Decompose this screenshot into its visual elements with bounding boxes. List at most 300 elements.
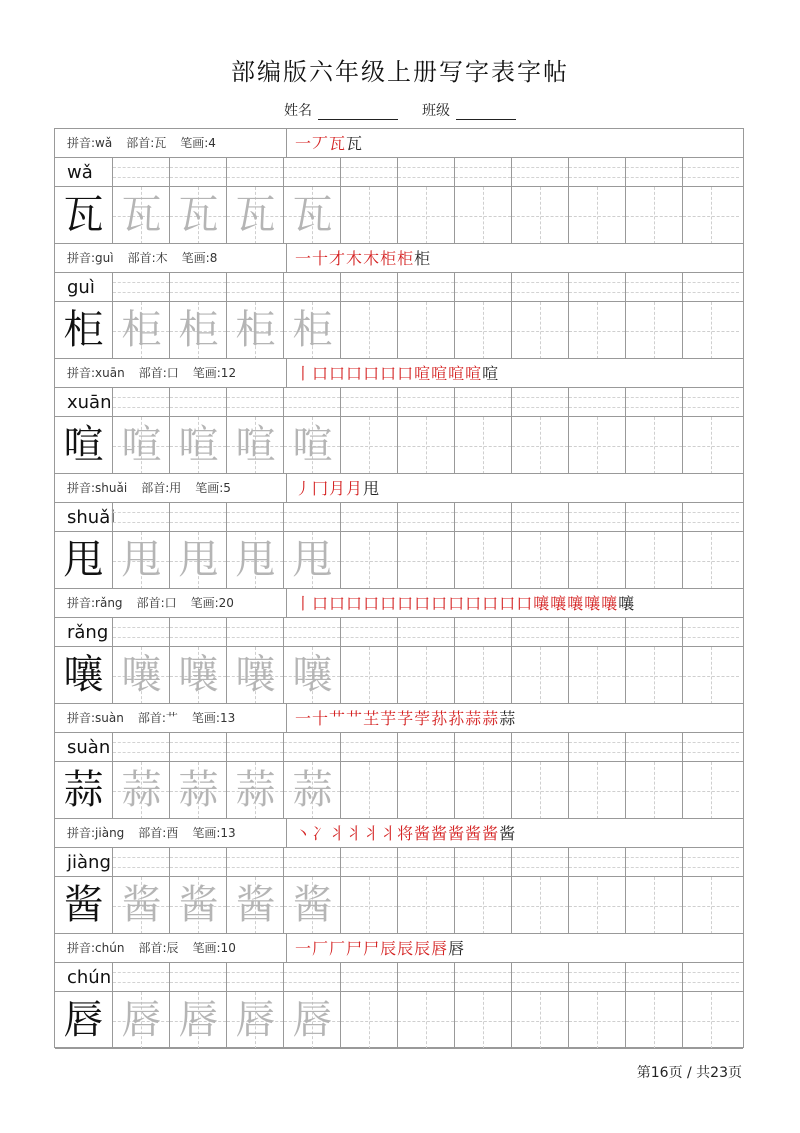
guide-line [683, 972, 739, 973]
character-row [55, 532, 743, 589]
pinyin-cell[interactable] [283, 158, 340, 186]
pinyin-cell[interactable] [397, 273, 454, 301]
writing-cell[interactable] [454, 647, 511, 704]
guide-line [455, 397, 511, 398]
pinyin-cell[interactable] [283, 963, 340, 991]
guide-line [569, 857, 625, 858]
stroke-step: 嚷 [601, 594, 619, 613]
guide-line [227, 637, 283, 638]
guide-line [398, 752, 454, 753]
writing-cell[interactable] [682, 992, 739, 1049]
writing-cell[interactable] [568, 187, 625, 244]
model-character: 甩 [63, 537, 104, 583]
stroke-step: 丬 [329, 824, 347, 843]
writing-cell[interactable] [112, 187, 169, 244]
guide-line [569, 791, 625, 792]
writing-cell[interactable] [283, 992, 340, 1049]
guide-line [683, 522, 739, 523]
guide-line [455, 167, 511, 168]
guide-line [455, 906, 511, 907]
guide-line [398, 407, 454, 408]
pinyin-cell[interactable] [511, 388, 568, 416]
char-info [55, 819, 287, 847]
guide-line [683, 407, 739, 408]
guide-line [512, 216, 568, 217]
char-info [55, 474, 287, 502]
pinyin-cell[interactable] [397, 848, 454, 876]
writing-cell[interactable] [169, 417, 226, 474]
pinyin-cell[interactable] [283, 388, 340, 416]
pinyin-cell[interactable] [169, 618, 226, 646]
guide-line [569, 676, 625, 677]
guide-line [227, 867, 283, 868]
pinyin-cell[interactable] [112, 848, 169, 876]
writing-cell[interactable] [682, 532, 739, 589]
guide-line [170, 397, 226, 398]
writing-cell[interactable] [112, 992, 169, 1049]
guide-line [683, 867, 739, 868]
writing-cell[interactable] [625, 762, 682, 819]
writing-cell[interactable] [340, 992, 397, 1049]
writing-cell[interactable] [454, 532, 511, 589]
writing-cell[interactable] [511, 302, 568, 359]
pinyin-cell[interactable] [340, 388, 397, 416]
pinyin-cell[interactable] [169, 963, 226, 991]
writing-cell[interactable] [625, 532, 682, 589]
guide-line [455, 292, 511, 293]
guide-line [398, 867, 454, 868]
pinyin-cell[interactable] [397, 963, 454, 991]
guide-line [398, 1021, 454, 1022]
pinyin-cell[interactable] [568, 618, 625, 646]
pinyin-cell[interactable] [511, 158, 568, 186]
guide-line [569, 446, 625, 447]
guide-line [227, 177, 283, 178]
pinyin-cell[interactable] [511, 618, 568, 646]
writing-cell[interactable] [283, 532, 340, 589]
stroke-step: 口 [363, 594, 381, 613]
guide-line [626, 972, 682, 973]
guide-line [455, 1021, 511, 1022]
writing-cell[interactable] [682, 302, 739, 359]
pinyin-cell[interactable] [682, 733, 739, 761]
writing-cell[interactable] [397, 877, 454, 934]
trace-character: 甩 [178, 537, 219, 583]
writing-cell[interactable] [169, 647, 226, 704]
pinyin-cell[interactable] [340, 158, 397, 186]
pinyin-label: suàn [67, 737, 111, 758]
stroke-order-sequence [295, 362, 499, 386]
guide-line [113, 397, 169, 398]
guide-line [113, 857, 169, 858]
writing-cell[interactable] [340, 302, 397, 359]
pinyin-cell[interactable] [226, 618, 283, 646]
guide-line [341, 791, 397, 792]
pinyin-cell[interactable] [397, 618, 454, 646]
pinyin-cell[interactable] [511, 848, 568, 876]
writing-cell[interactable] [682, 187, 739, 244]
guide-line [455, 982, 511, 983]
guide-line [113, 742, 169, 743]
pinyin-cell[interactable] [511, 273, 568, 301]
writing-cell[interactable] [625, 877, 682, 934]
pinyin-cell[interactable] [682, 388, 739, 416]
writing-cell[interactable] [682, 762, 739, 819]
stroke-step: 荪 [448, 709, 466, 728]
guide-line [398, 522, 454, 523]
pinyin-cell[interactable] [340, 848, 397, 876]
trace-character: 甩 [235, 537, 276, 583]
pinyin-cell[interactable] [454, 158, 511, 186]
writing-cell[interactable] [226, 877, 283, 934]
writing-cell[interactable] [682, 647, 739, 704]
writing-cell[interactable] [226, 302, 283, 359]
stroke-step: 十 [312, 249, 330, 268]
guide-line [455, 752, 511, 753]
stroke-count-info: 笔画:10 [192, 941, 236, 955]
writing-cell[interactable] [625, 187, 682, 244]
pinyin-cell[interactable] [682, 503, 739, 531]
pinyin-cell[interactable] [454, 733, 511, 761]
pinyin-cell[interactable] [568, 273, 625, 301]
writing-cell[interactable] [169, 302, 226, 359]
guide-line [227, 167, 283, 168]
writing-cell[interactable] [112, 532, 169, 589]
stroke-step: 口 [312, 364, 330, 383]
pinyin-cell[interactable] [682, 963, 739, 991]
trace-character: 酱 [178, 882, 219, 928]
writing-cell[interactable] [112, 647, 169, 704]
guide-line [683, 752, 739, 753]
character-row [55, 302, 743, 359]
writing-cells [112, 992, 743, 1049]
writing-cell[interactable] [511, 532, 568, 589]
pinyin-cell[interactable] [340, 733, 397, 761]
writing-cell[interactable] [397, 992, 454, 1049]
pinyin-cell[interactable] [454, 388, 511, 416]
stroke-order-sequence [295, 592, 635, 616]
char-info [55, 934, 287, 962]
pinyin-cell[interactable] [283, 273, 340, 301]
class-label: 班级 [422, 103, 450, 119]
stroke-order-sequence [295, 707, 516, 731]
stroke-step: 荪 [431, 709, 449, 728]
writing-cell[interactable] [397, 647, 454, 704]
writing-cell[interactable] [397, 417, 454, 474]
writing-cell[interactable] [454, 187, 511, 244]
guide-line [341, 561, 397, 562]
stroke-step: 丨 [295, 594, 313, 613]
guide-line [284, 752, 340, 753]
writing-cell[interactable] [511, 647, 568, 704]
pinyin-cell[interactable] [454, 963, 511, 991]
pinyin-cell[interactable] [169, 733, 226, 761]
writing-cell[interactable] [511, 992, 568, 1049]
pinyin-cell[interactable] [682, 273, 739, 301]
name-blank[interactable] [318, 103, 398, 120]
pinyin-cell[interactable] [682, 158, 739, 186]
writing-cell[interactable] [682, 877, 739, 934]
writing-cell[interactable] [112, 762, 169, 819]
guide-line [284, 177, 340, 178]
writing-cell[interactable] [625, 417, 682, 474]
trace-character: 喧 [178, 422, 219, 468]
stroke-step: 口 [448, 594, 466, 613]
writing-cell[interactable] [397, 187, 454, 244]
pinyin-cell[interactable] [511, 733, 568, 761]
pinyin-cell[interactable] [112, 273, 169, 301]
writing-cell[interactable] [112, 417, 169, 474]
pinyin-cells [112, 388, 743, 416]
pinyin-cell[interactable] [568, 963, 625, 991]
writing-cell[interactable] [169, 187, 226, 244]
writing-cell[interactable] [511, 877, 568, 934]
pinyin-cell[interactable] [625, 963, 682, 991]
guide-line [398, 167, 454, 168]
trace-character: 甩 [292, 537, 333, 583]
writing-cell[interactable] [226, 762, 283, 819]
writing-cell[interactable] [397, 762, 454, 819]
guide-line [398, 906, 454, 907]
pinyin-cell[interactable] [226, 503, 283, 531]
writing-cell[interactable] [625, 647, 682, 704]
writing-cell[interactable] [454, 877, 511, 934]
pinyin-cell[interactable] [454, 503, 511, 531]
guide-line [341, 867, 397, 868]
guide-line [284, 397, 340, 398]
stroke-step: 口 [380, 594, 398, 613]
pinyin-cell[interactable] [454, 273, 511, 301]
writing-cell[interactable] [397, 302, 454, 359]
pinyin-cell[interactable] [568, 503, 625, 531]
guide-line [626, 282, 682, 283]
pinyin-cell[interactable] [169, 848, 226, 876]
guide-line [284, 982, 340, 983]
pinyin-cell[interactable] [169, 158, 226, 186]
writing-cell[interactable] [112, 302, 169, 359]
stroke-step: 柜 [397, 249, 415, 268]
pinyin-info: 拼音:jiàng [67, 826, 125, 840]
writing-cell[interactable] [169, 762, 226, 819]
guide-line [170, 292, 226, 293]
pinyin-cell[interactable] [625, 733, 682, 761]
stroke-step: 嚷 [567, 594, 585, 613]
guide-line [113, 522, 169, 523]
pinyin-cell[interactable] [568, 733, 625, 761]
pinyin-cell[interactable] [340, 273, 397, 301]
pinyin-cell[interactable] [454, 848, 511, 876]
writing-cell[interactable] [454, 417, 511, 474]
writing-cell[interactable] [568, 762, 625, 819]
guide-line [341, 216, 397, 217]
writing-cell[interactable] [340, 532, 397, 589]
stroke-step: 酱 [431, 824, 449, 843]
pinyin-cell[interactable] [397, 388, 454, 416]
writing-cell[interactable] [682, 417, 739, 474]
writing-cell[interactable] [568, 647, 625, 704]
pinyin-cell[interactable] [169, 503, 226, 531]
stroke-step: 厂 [329, 939, 347, 958]
guide-line [398, 292, 454, 293]
writing-cell[interactable] [340, 417, 397, 474]
writing-cell[interactable] [454, 762, 511, 819]
info-row [55, 819, 743, 848]
guide-line [683, 742, 739, 743]
pinyin-cell[interactable] [625, 618, 682, 646]
pinyin-cell[interactable] [169, 388, 226, 416]
name-label: 姓名 [284, 103, 312, 119]
pinyin-cell[interactable] [625, 848, 682, 876]
writing-cell[interactable] [568, 302, 625, 359]
writing-cell[interactable] [226, 417, 283, 474]
guide-line [512, 627, 568, 628]
writing-cell[interactable] [169, 992, 226, 1049]
pinyin-cell[interactable] [397, 733, 454, 761]
writing-cells [112, 762, 743, 819]
writing-cell[interactable] [226, 532, 283, 589]
pinyin-cell[interactable] [682, 618, 739, 646]
character-row [55, 877, 743, 934]
trace-character: 唇 [178, 997, 219, 1043]
pinyin-cell[interactable] [226, 388, 283, 416]
stroke-step: 口 [329, 364, 347, 383]
guide-line [284, 637, 340, 638]
guide-line [170, 637, 226, 638]
class-blank[interactable] [456, 103, 516, 120]
pinyin-cell[interactable] [397, 503, 454, 531]
pinyin-cell[interactable] [112, 618, 169, 646]
writing-cell[interactable] [226, 992, 283, 1049]
pinyin-cell[interactable] [625, 158, 682, 186]
writing-cell[interactable] [226, 647, 283, 704]
writing-cell[interactable] [511, 187, 568, 244]
guide-line [170, 867, 226, 868]
pinyin-cell[interactable] [283, 618, 340, 646]
writing-cell[interactable] [283, 647, 340, 704]
guide-line [341, 522, 397, 523]
pinyin-cell[interactable] [682, 848, 739, 876]
guide-line [398, 561, 454, 562]
guide-line [683, 397, 739, 398]
writing-cell[interactable] [625, 992, 682, 1049]
writing-cell[interactable] [340, 647, 397, 704]
pinyin-cell[interactable] [283, 503, 340, 531]
writing-cell[interactable] [511, 762, 568, 819]
pinyin-cell[interactable] [454, 618, 511, 646]
writing-cell[interactable] [340, 762, 397, 819]
writing-cell[interactable] [112, 877, 169, 934]
guide-line [569, 561, 625, 562]
writing-cell[interactable] [568, 532, 625, 589]
writing-cell[interactable] [454, 992, 511, 1049]
model-character: 喧 [63, 422, 104, 468]
pinyin-cell[interactable] [226, 848, 283, 876]
pinyin-cell[interactable] [568, 158, 625, 186]
pinyin-cell[interactable] [226, 273, 283, 301]
guide-line [113, 867, 169, 868]
stroke-count-info: 笔画:20 [190, 596, 234, 610]
guide-line [341, 982, 397, 983]
guide-line [512, 742, 568, 743]
writing-cell[interactable] [283, 762, 340, 819]
guide-line [683, 857, 739, 858]
writing-cell[interactable] [625, 302, 682, 359]
writing-cell[interactable] [226, 187, 283, 244]
pinyin-cell[interactable] [112, 388, 169, 416]
pinyin-cell[interactable] [226, 158, 283, 186]
pinyin-cell[interactable] [112, 963, 169, 991]
guide-line [683, 512, 739, 513]
pinyin-cells [112, 618, 743, 646]
writing-cell[interactable] [397, 532, 454, 589]
stroke-step: 丆 [312, 134, 330, 153]
guide-line [341, 446, 397, 447]
pinyin-cell[interactable] [568, 388, 625, 416]
pinyin-cell[interactable] [169, 273, 226, 301]
pinyin-cell[interactable] [625, 273, 682, 301]
writing-cell[interactable] [568, 992, 625, 1049]
writing-cell[interactable] [568, 877, 625, 934]
writing-cell[interactable] [283, 877, 340, 934]
stroke-step: 口 [465, 594, 483, 613]
writing-cell[interactable] [169, 877, 226, 934]
stroke-step: 口 [312, 594, 330, 613]
writing-cell[interactable] [283, 417, 340, 474]
pinyin-cell[interactable] [112, 158, 169, 186]
info-row [55, 474, 743, 503]
stroke-step: 喧 [482, 364, 500, 383]
pinyin-cell[interactable] [112, 503, 169, 531]
pinyin-cell[interactable] [340, 618, 397, 646]
stroke-step: 嚷 [618, 594, 636, 613]
guide-line [227, 282, 283, 283]
pinyin-cell[interactable] [340, 963, 397, 991]
pinyin-cell[interactable] [283, 733, 340, 761]
writing-cell[interactable] [340, 187, 397, 244]
stroke-step: 辰 [380, 939, 398, 958]
pinyin-info: 拼音:wǎ [67, 136, 113, 150]
pinyin-cell[interactable] [511, 503, 568, 531]
guide-line [170, 512, 226, 513]
writing-cell[interactable] [283, 187, 340, 244]
writing-cell[interactable] [454, 302, 511, 359]
writing-cell[interactable] [511, 417, 568, 474]
pinyin-cell[interactable] [340, 503, 397, 531]
writing-cell[interactable] [283, 302, 340, 359]
pinyin-cell[interactable] [511, 963, 568, 991]
pinyin-cell[interactable] [625, 503, 682, 531]
guide-line [341, 177, 397, 178]
pinyin-cell[interactable] [226, 733, 283, 761]
pinyin-cell[interactable] [397, 158, 454, 186]
pinyin-cell[interactable] [226, 963, 283, 991]
guide-line [341, 752, 397, 753]
writing-cell[interactable] [568, 417, 625, 474]
guide-line [683, 292, 739, 293]
pinyin-cell[interactable] [283, 848, 340, 876]
pinyin-cell[interactable] [112, 733, 169, 761]
guide-line [227, 627, 283, 628]
guide-line [683, 282, 739, 283]
guide-line [113, 177, 169, 178]
guide-line [626, 1021, 682, 1022]
writing-cell[interactable] [169, 532, 226, 589]
guide-line [227, 752, 283, 753]
guide-line [569, 331, 625, 332]
pinyin-cell[interactable] [625, 388, 682, 416]
pinyin-cell[interactable] [568, 848, 625, 876]
writing-cell[interactable] [340, 877, 397, 934]
